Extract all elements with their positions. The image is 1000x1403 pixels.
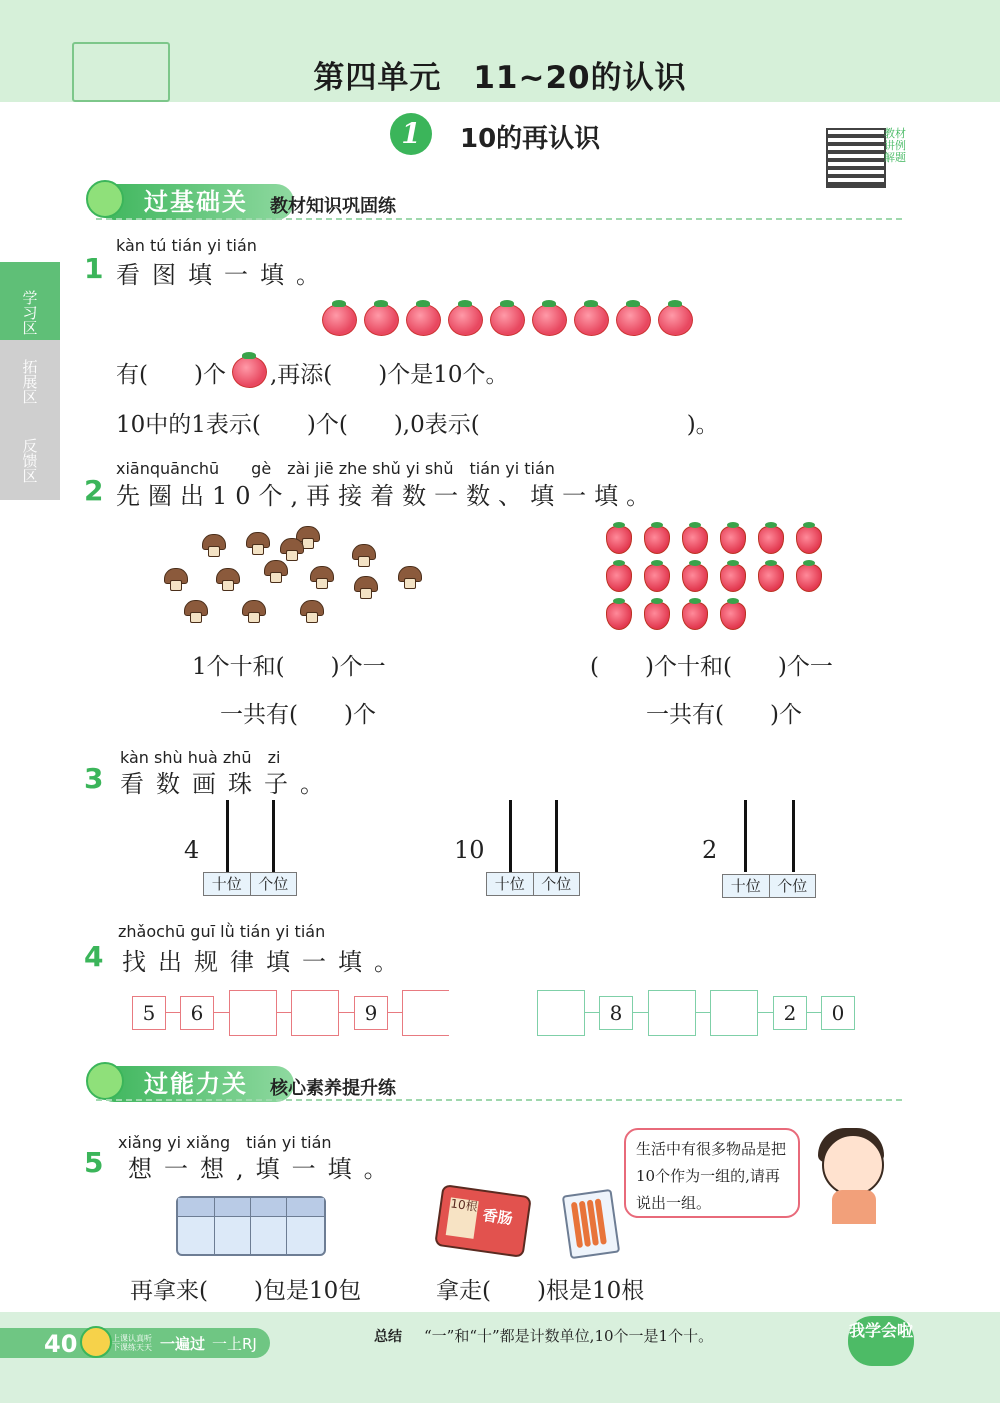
- page-number: 40: [44, 1330, 78, 1358]
- star-mascot-icon: [86, 180, 124, 218]
- learned-badge: 我学会啦: [848, 1316, 914, 1366]
- q5-answer1: 再拿来( )包是10包: [130, 1278, 362, 1304]
- pattern-answer-box[interactable]: [402, 990, 449, 1036]
- q2-left-line1: 1个十和( )个一: [192, 654, 386, 680]
- lesson-number: 1: [390, 113, 432, 155]
- strawberry-icon: [644, 602, 670, 630]
- mushroom-icon: [300, 600, 322, 622]
- star-mascot-icon: [86, 1062, 124, 1100]
- mushroom-icon: [216, 568, 238, 590]
- strawberry-icon: [796, 526, 822, 554]
- q2-right-line2: 一共有( )个: [646, 702, 802, 728]
- section-basic-subtitle: 教材知识巩固练: [270, 196, 396, 217]
- pattern-answer-box[interactable]: [229, 990, 277, 1036]
- tomato-icon: [574, 304, 609, 336]
- side-tab-extend[interactable]: 拓展区: [0, 340, 60, 422]
- tomato-icon: [532, 304, 567, 336]
- strawberry-icon: [720, 564, 746, 592]
- abacus-rod-ones: [555, 800, 558, 872]
- tomato-icon: [448, 304, 483, 336]
- sausage-bag-icon: [434, 1184, 532, 1258]
- side-tab-study[interactable]: 学习区: [0, 262, 60, 362]
- footer-edition: 一上RJ: [212, 1335, 257, 1353]
- section-divider: [96, 218, 902, 220]
- footer-slogan: 上课认真听 下课练天天: [112, 1334, 152, 1352]
- abacus-rod-ones: [272, 800, 275, 872]
- q4-text: 找出规律填一填。: [122, 948, 410, 976]
- strawberry-icon: [606, 602, 632, 630]
- tomato-icon: [364, 304, 399, 336]
- strawberry-icon: [606, 564, 632, 592]
- ones-label: 个位: [777, 877, 808, 895]
- star-mascot-icon: [80, 1326, 112, 1358]
- pattern-box: 0: [821, 996, 855, 1030]
- mushroom-icon: [202, 534, 224, 556]
- abacus-number: 10: [454, 836, 485, 864]
- abacus-number: 2: [702, 836, 718, 864]
- mushroom-icon: [354, 576, 376, 598]
- q5-answer2: 拿走( )根是10根: [436, 1278, 645, 1304]
- strawberry-icon: [644, 526, 670, 554]
- pattern-answer-box[interactable]: [710, 990, 758, 1036]
- q1-line1-part-b: ,再添( )个是10个。: [270, 362, 509, 388]
- q2-pinyin: xiānquānchū gè zài jiē zhe shǔ yi shǔ tián yi tián: [116, 459, 555, 478]
- q3-text: 看数画珠子。: [120, 770, 336, 798]
- tens-label: 十位: [487, 873, 534, 895]
- qr-label: 教材讲例解题: [884, 127, 906, 164]
- section-basic-title: 过基础关: [96, 184, 294, 220]
- tomato-icon: [658, 304, 693, 336]
- girl-character-body: [832, 1190, 876, 1224]
- q1-pinyin: kàn tú tián yi tián: [116, 236, 257, 255]
- abacus-base: [722, 874, 816, 898]
- summary-text: “一”和“十”都是计数单位,10个一是1个十。: [424, 1327, 714, 1345]
- tens-label: 十位: [204, 873, 251, 895]
- abacus-number: 4: [184, 836, 200, 864]
- abacus-rod-tens: [744, 800, 747, 872]
- abacus-rod-tens: [226, 800, 229, 872]
- q1-line1-part-a: 有( )个: [116, 362, 226, 388]
- strawberry-icon: [682, 564, 708, 592]
- strawberry-group: [600, 520, 840, 632]
- tomato-row: [322, 302, 692, 336]
- q5-text: 想一想,填一填。: [128, 1155, 400, 1183]
- milk-box-pack-icon: [176, 1196, 326, 1256]
- mushroom-icon: [164, 568, 186, 590]
- mushroom-icon: [280, 538, 302, 560]
- mushroom-icon: [398, 566, 420, 588]
- ones-label: 个位: [258, 875, 289, 893]
- pattern-box: 2: [773, 996, 807, 1030]
- mushroom-icon: [184, 600, 206, 622]
- unit-title: 第四单元 11~20的认识: [313, 60, 687, 96]
- abacus-rod-ones: [792, 800, 795, 872]
- mushroom-icon: [242, 600, 264, 622]
- pattern-box: 6: [180, 996, 214, 1030]
- section-divider: [96, 1099, 902, 1101]
- pattern-box: 5: [132, 996, 166, 1030]
- strawberry-icon: [796, 564, 822, 592]
- mushroom-icon: [352, 544, 374, 566]
- tomato-icon: [406, 304, 441, 336]
- strawberry-icon: [758, 564, 784, 592]
- abacus-rod-tens: [509, 800, 512, 872]
- footer-brand: 一遍过: [160, 1335, 206, 1353]
- bag-brand: 香肠: [481, 1206, 514, 1229]
- strawberry-icon: [720, 526, 746, 554]
- q4-pinyin: zhǎochū guī lǜ tián yi tián: [118, 922, 326, 941]
- strawberry-icon: [682, 526, 708, 554]
- abacus-base: [203, 872, 297, 896]
- strawberry-icon: [682, 602, 708, 630]
- q1-text: 看图填一填。: [116, 261, 332, 289]
- speech-bubble: 生活中有很多物品是把10个作为一组的,请再说出一组。: [624, 1128, 800, 1218]
- q3-pinyin: kàn shù huà zhū zi: [120, 748, 281, 767]
- strawberry-icon: [644, 564, 670, 592]
- pattern-answer-box[interactable]: [648, 990, 696, 1036]
- abacus-base: [486, 872, 580, 896]
- q3-number: 3: [84, 762, 104, 795]
- q2-number: 2: [84, 474, 104, 507]
- section-ability-title: 过能力关: [96, 1066, 294, 1102]
- q5-number: 5: [84, 1146, 104, 1179]
- q1-number: 1: [84, 252, 104, 285]
- ones-label: 个位: [541, 875, 572, 893]
- side-tab-feedback[interactable]: 反馈区: [0, 420, 60, 500]
- bag-label: 10根: [446, 1197, 479, 1239]
- tomato-icon: [616, 304, 651, 336]
- q5-pinyin: xiǎng yi xiǎng tián yi tián: [118, 1133, 332, 1152]
- tomato-icon: [490, 304, 525, 336]
- mushroom-icon: [246, 532, 268, 554]
- lesson-title: 10的再认识: [460, 124, 601, 154]
- summary-label: 总结: [374, 1329, 402, 1345]
- section-ability-subtitle: 核心素养提升练: [270, 1078, 396, 1099]
- tomato-icon: [232, 356, 267, 388]
- pattern-box: 8: [599, 996, 633, 1030]
- q2-left-line2: 一共有( )个: [220, 702, 376, 728]
- girl-character-icon: [822, 1134, 884, 1196]
- tens-label: 十位: [723, 875, 770, 897]
- q1-line2: 10中的1表示( )个( ),0表示( )。: [116, 412, 719, 438]
- q2-right-line1: ( )个十和( )个一: [590, 654, 833, 680]
- pattern-answer-box[interactable]: [291, 990, 339, 1036]
- qr-code-icon[interactable]: [826, 128, 886, 188]
- tomato-icon: [322, 304, 357, 336]
- mushroom-icon: [264, 560, 286, 582]
- mushroom-icon: [310, 566, 332, 588]
- strawberry-icon: [758, 526, 784, 554]
- pattern-answer-box[interactable]: [537, 990, 585, 1036]
- strawberry-icon: [720, 602, 746, 630]
- pattern-box: 9: [354, 996, 388, 1030]
- q2-text: 先圈出10个,再接着数一数、填一填。: [116, 482, 659, 510]
- mushroom-group: [160, 524, 430, 634]
- q4-number: 4: [84, 940, 104, 973]
- sausage-tray-icon: [562, 1189, 620, 1259]
- strawberry-icon: [606, 526, 632, 554]
